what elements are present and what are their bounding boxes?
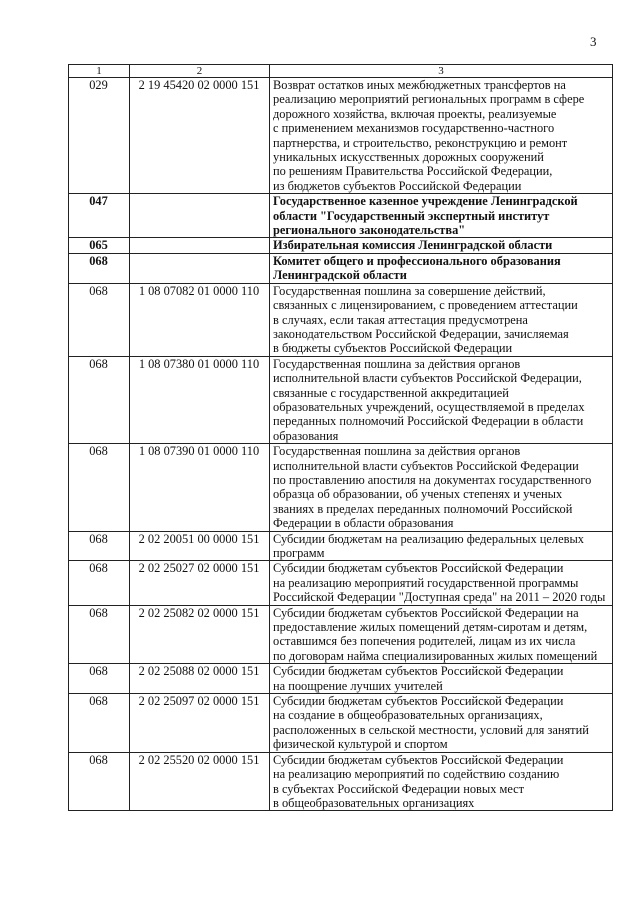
description-cell: Субсидии бюджетам субъектов Российской Федерации на реализацию мероприятий по содействию созданию в субъектах Российской Федерации новых мест в общеобразовательных организациях — [270, 752, 613, 811]
table-row — [69, 238, 613, 253]
table-row — [69, 561, 613, 605]
description-cell: Государственная пошлина за действия органов исполнительной власти субъектов Российской Федерации, связанные с государственной аккредитацией образовательных учреждений, осуществляемой в пределах переданных полномочий Российской Федерации в области образования — [270, 356, 613, 443]
description-cell: Субсидии бюджетам субъектов Российской Федерации на поощрение лучших учителей — [270, 664, 613, 694]
table-row — [69, 605, 613, 664]
description-cell: Субсидии бюджетам субъектов Российской Федерации на предоставление жилых помещений детям-сиротам и детям, оставшимся без попечения родителей, лицам из их числа по договорам найма специализированных жилых помещений — [270, 605, 613, 664]
admin-code-cell: 068 — [69, 664, 130, 694]
budget-code-cell: 2 02 25097 02 0000 151 — [130, 694, 270, 753]
budget-code-cell: 2 02 25088 02 0000 151 — [130, 664, 270, 694]
admin-code-cell: 068 — [69, 531, 130, 561]
admin-code-cell: 065 — [69, 238, 130, 253]
table-row — [69, 283, 613, 356]
admin-code-cell: 068 — [69, 444, 130, 531]
description-cell: Комитет общего и профессионального образования Ленинградской области — [270, 253, 613, 283]
column-header: 1 — [69, 65, 130, 78]
table-row — [69, 664, 613, 694]
description-cell: Субсидии бюджетам на реализацию федеральных целевых программ — [270, 531, 613, 561]
budget-code-cell: 2 02 25082 02 0000 151 — [130, 605, 270, 664]
table-row — [69, 78, 613, 194]
page-number: 3 — [590, 34, 597, 49]
budget-code-cell: 2 19 45420 02 0000 151 — [130, 78, 270, 194]
description-cell: Субсидии бюджетам субъектов Российской Федерации на реализацию мероприятий государственной программы Российской Федерации "Доступная среда" на 2011 – 2020 годы — [270, 561, 613, 605]
admin-code-cell: 068 — [69, 283, 130, 356]
description-cell: Субсидии бюджетам субъектов Российской Федерации на создание в общеобразовательных организациях, расположенных в сельской местности, условий для занятий физической культурой и спортом — [270, 694, 613, 753]
budget-code-cell — [130, 253, 270, 283]
admin-code-cell: 068 — [69, 605, 130, 664]
description-cell: Избирательная комиссия Ленинградской области — [270, 238, 613, 253]
admin-code-cell: 029 — [69, 78, 130, 194]
budget-code-cell: 2 02 25520 02 0000 151 — [130, 752, 270, 811]
budget-code-cell: 1 08 07390 01 0000 110 — [130, 444, 270, 531]
budget-classification-table — [68, 64, 613, 811]
description-cell: Государственная пошлина за действия органов исполнительной власти субъектов Российской Федерации по проставлению апостиля на документах государственного образца об образовании, об ученых степенях и ученых званиях в пределах переданных полномочий Российской Федерации в области образования — [270, 444, 613, 531]
table-row — [69, 694, 613, 753]
table-row — [69, 253, 613, 283]
table-row — [69, 444, 613, 531]
admin-code-cell: 068 — [69, 561, 130, 605]
description-cell: Государственное казенное учреждение Ленинградской области "Государственный экспертный институт регионального законодательства" — [270, 194, 613, 238]
admin-code-cell: 068 — [69, 356, 130, 443]
table-header-row — [69, 65, 613, 78]
budget-code-cell: 2 02 25027 02 0000 151 — [130, 561, 270, 605]
admin-code-cell: 068 — [69, 752, 130, 811]
budget-code-cell: 2 02 20051 00 0000 151 — [130, 531, 270, 561]
admin-code-cell: 068 — [69, 694, 130, 753]
budget-code-cell: 1 08 07380 01 0000 110 — [130, 356, 270, 443]
budget-code-cell — [130, 238, 270, 253]
admin-code-cell: 047 — [69, 194, 130, 238]
table-row — [69, 752, 613, 811]
description-cell: Возврат остатков иных межбюджетных трансфертов на реализацию мероприятий региональных программ в сфере дорожного хозяйства, включая проекты, реализуемые с применением механизмов государственно-частного партнерства, и строительство, реконструкцию и ремонт уникальных искусственных дорожных сооружений по решениям Правительства Российской Федерации, из бюджетов субъектов Российской Федерации — [270, 78, 613, 194]
column-header: 3 — [270, 65, 613, 78]
budget-code-cell: 1 08 07082 01 0000 110 — [130, 283, 270, 356]
table-row — [69, 356, 613, 443]
budget-code-cell — [130, 194, 270, 238]
table-row — [69, 531, 613, 561]
admin-code-cell: 068 — [69, 253, 130, 283]
description-cell: Государственная пошлина за совершение действий, связанных с лицензированием, с проведением аттестации в случаях, если такая аттестация предусмотрена законодательством Российской Федерации, зачисляемая в бюджеты субъектов Российской Федерации — [270, 283, 613, 356]
column-header: 2 — [130, 65, 270, 78]
table-row — [69, 194, 613, 238]
